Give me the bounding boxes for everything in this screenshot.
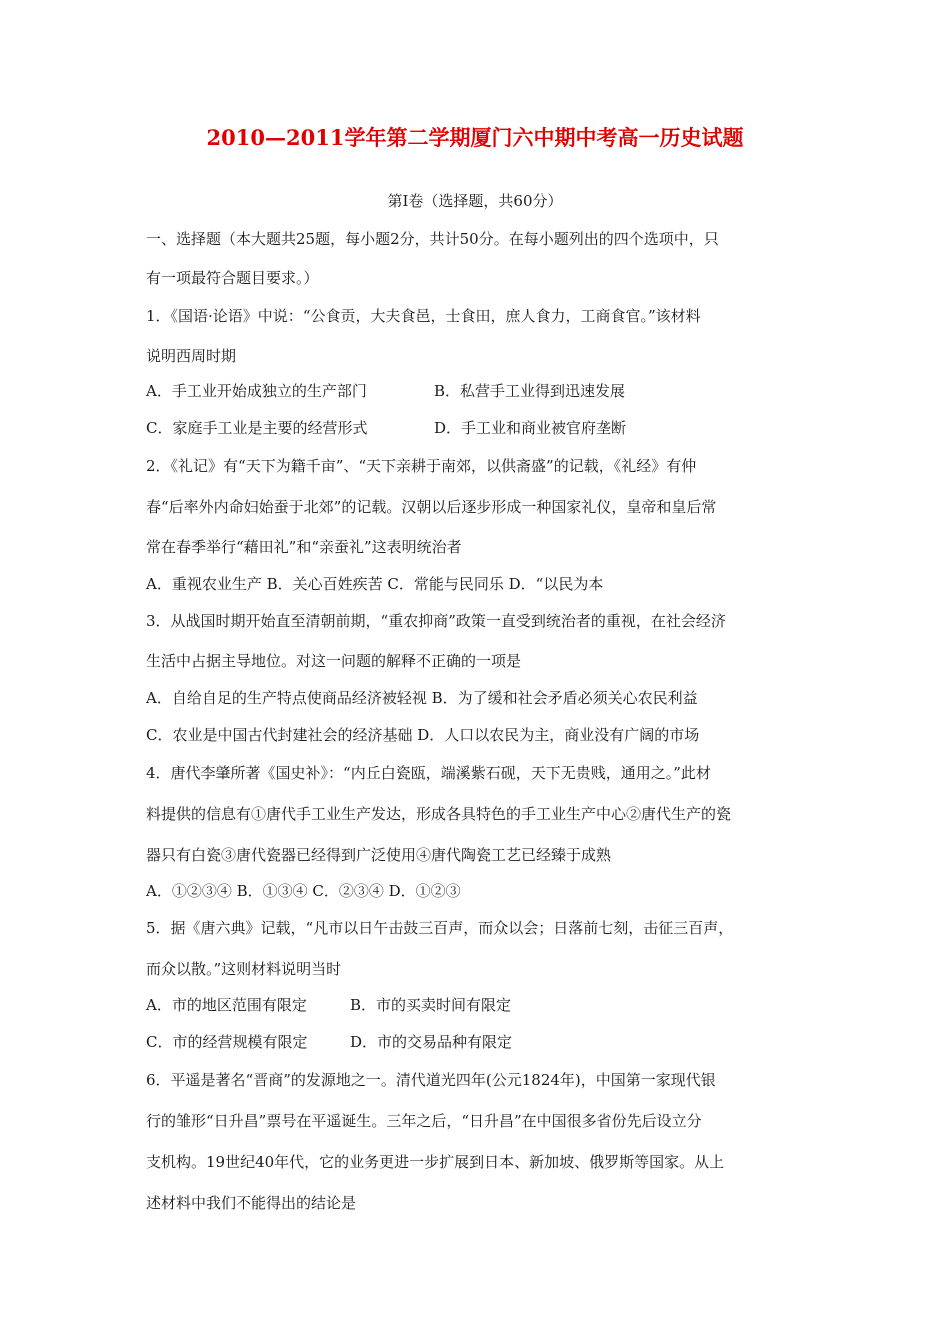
question-5-option-d: D．市的交易品种有限定 bbox=[350, 1033, 513, 1051]
question-1-options-row-2 bbox=[146, 418, 626, 438]
question-1-options-row-1 bbox=[146, 381, 625, 401]
question-5-stem-line-1: 5．据《唐六典》记载，“凡市以日午击鼓三百声，而众以会；日落前七刻，击征三百声， bbox=[146, 919, 734, 937]
question-1-option-b: B．私营手工业得到迅速发展 bbox=[434, 382, 626, 400]
question-1-option-c: C．家庭手工业是主要的经营形式 bbox=[146, 419, 368, 437]
question-1-option-d: D．手工业和商业被官府垄断 bbox=[434, 419, 627, 437]
question-6-stem-line-1: 6．平遥是著名“晋商”的发源地之一。清代道光四年(公元1824年)，中国第一家现代银 bbox=[146, 1071, 716, 1089]
question-5-option-b: B．市的买卖时间有限定 bbox=[350, 996, 512, 1014]
question-2-stem-line-2: 春“后率外内命妇始蚕于北郊”的记载。汉朝以后逐步形成一种国家礼仪，皇帝和皇后常 bbox=[146, 498, 717, 516]
section-heading: 第Ⅰ卷（选择题，共60分） bbox=[387, 192, 563, 210]
question-6-stem-line-4: 述材料中我们不能得出的结论是 bbox=[146, 1194, 357, 1212]
question-3-options-row-2: C．农业是中国古代封建社会的经济基础 D．人口以农民为主，商业没有广阔的市场 bbox=[146, 726, 700, 744]
question-5-option-a: A．市的地区范围有限定 bbox=[146, 996, 307, 1014]
question-5-options-row-2 bbox=[146, 1032, 512, 1052]
instructions-line-1: 一、选择题（本大题共25题，每小题2分，共计50分。在每小题列出的四个选项中，只 bbox=[146, 230, 719, 248]
question-5-options-row-1 bbox=[146, 995, 511, 1015]
question-4-stem-line-2: 料提供的信息有①唐代手工业生产发达，形成各具特色的手工业生产中心②唐代生产的瓷 bbox=[146, 805, 732, 823]
question-4-options: A．①②③④ B．①③④ C．②③④ D．①②③ bbox=[146, 882, 461, 900]
question-4-stem-line-3: 器只有白瓷③唐代瓷器已经得到广泛使用④唐代陶瓷工艺已经臻于成熟 bbox=[146, 846, 612, 864]
question-2-options: A．重视农业生产 B．关心百姓疾苦 C．常能与民同乐 D．“以民为本 bbox=[146, 575, 604, 593]
question-6-stem-line-3: 支机构。19世纪40年代，它的业务更进一步扩展到日本、新加坡、俄罗斯等国家。从上 bbox=[146, 1153, 725, 1171]
question-1-stem-line-2: 说明西周时期 bbox=[146, 347, 237, 365]
question-2-stem-line-3: 常在春季举行“藉田礼”和“亲蚕礼”这表明统治者 bbox=[146, 538, 462, 556]
question-5-stem-line-2: 而众以散。”这则材料说明当时 bbox=[146, 960, 342, 978]
question-4-stem-line-1: 4．唐代李肇所著《国史补》：“内丘白瓷瓯，端溪紫石砚，天下无贵贱，通用之。”此材 bbox=[146, 764, 711, 782]
question-2-stem-line-1: 2．《礼记》有“天下为籍千亩”、“天下亲耕于南郊，以供斋盛”的记载，《礼经》有仲 bbox=[146, 457, 697, 475]
question-1-stem-line-1: 1．《国语·论语》中说：“公食贡，大夫食邑，士食田，庶人食力，工商食官。”该材料 bbox=[146, 307, 701, 325]
instructions-line-2: 有一项最符合题目要求。） bbox=[146, 269, 319, 287]
exam-title: 2010—2011学年第二学期厦门六中期中考高一历史试题 bbox=[206, 125, 744, 150]
question-6-stem-line-2: 行的雏形“日升昌”票号在平遥诞生。三年之后，“日升昌”在中国很多省份先后设立分 bbox=[146, 1112, 702, 1130]
question-1-option-a: A．手工业开始成独立的生产部门 bbox=[146, 382, 367, 400]
question-5-option-c: C．市的经营规模有限定 bbox=[146, 1033, 308, 1051]
question-3-stem-line-1: 3．从战国时期开始直至清朝前期，“重农抑商”政策一直受到统治者的重视，在社会经济 bbox=[146, 612, 726, 630]
question-3-stem-line-2: 生活中占据主导地位。对这一问题的解释不正确的一项是 bbox=[146, 652, 522, 670]
question-3-options-row-1: A．自给自足的生产特点使商品经济被轻视 B．为了缓和社会矛盾必须关心农民利益 bbox=[146, 689, 698, 707]
